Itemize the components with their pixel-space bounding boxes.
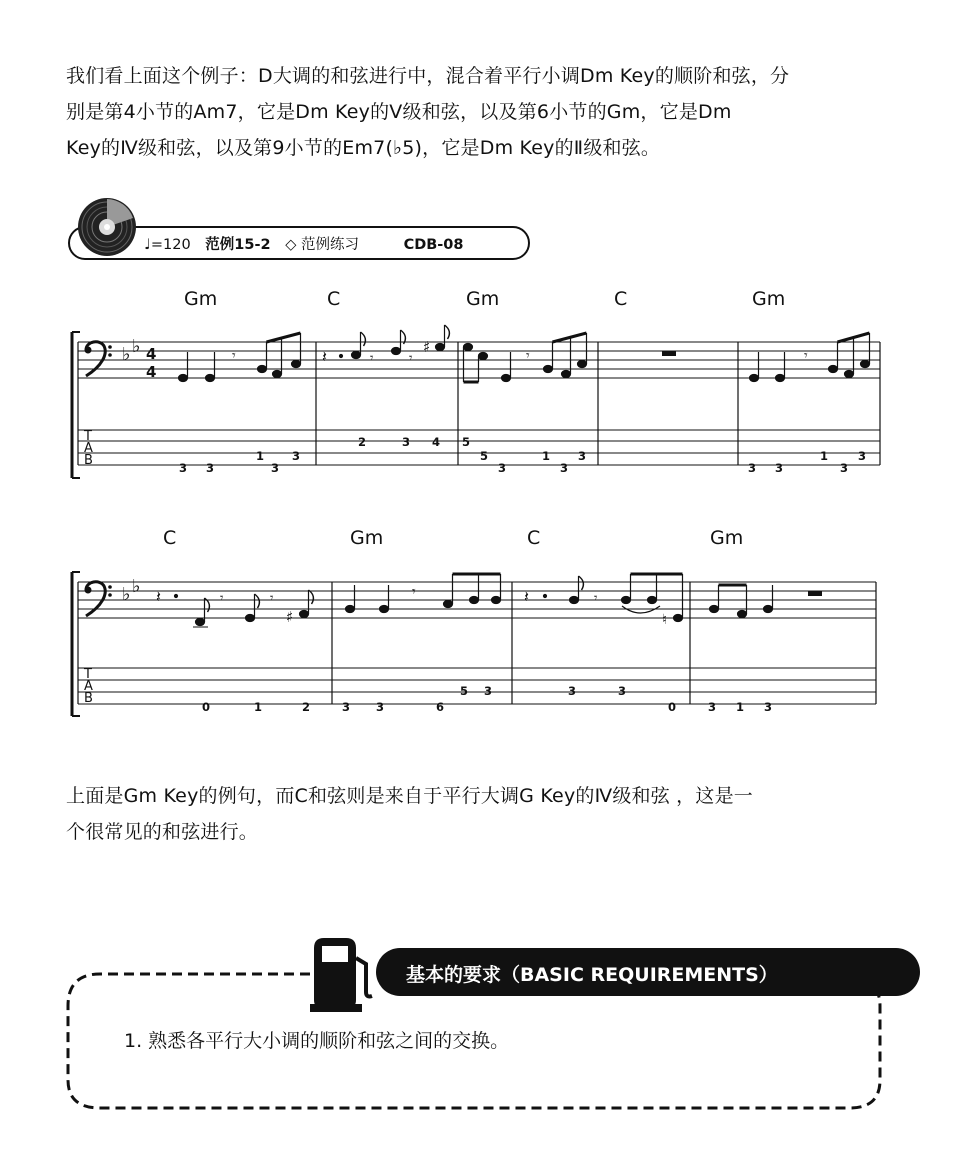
tab-number: 3 (342, 700, 351, 714)
tab-number: 3 (179, 461, 188, 475)
tab-number: 5 (460, 684, 469, 698)
tab-number: 3 (292, 449, 301, 463)
score-system-2 (72, 527, 876, 716)
tab-letter: B (84, 453, 93, 468)
tab-letter: A (84, 441, 93, 456)
chord-symbol: Gm (710, 527, 744, 549)
svg-text:𝄽: 𝄽 (524, 587, 529, 606)
svg-text:♯: ♯ (286, 608, 294, 626)
notes-measure-9 (709, 585, 822, 618)
notes-measure-7 (345, 574, 500, 613)
chord-symbol: Gm (184, 288, 218, 310)
tab-number: 3 (840, 461, 849, 475)
chord-symbol: Gm (752, 288, 786, 310)
tab-number: 1 (256, 449, 265, 463)
intro-line-1: 我们看上面这个例子：D大调的和弦进行中，混合着平行小调Dm Key的顺阶和弦，分 (66, 65, 790, 87)
tab-number: 3 (618, 684, 627, 698)
tab-number: 6 (436, 700, 445, 714)
requirements-header (376, 948, 920, 996)
tab-number: 4 (432, 435, 441, 449)
tab-letter: T (84, 429, 92, 444)
tab-number: 5 (480, 449, 489, 463)
chord-symbol: Gm (350, 527, 384, 549)
svg-text:♯: ♯ (423, 338, 431, 356)
tab-number: 3 (206, 461, 215, 475)
requirements-box (60, 930, 890, 1120)
tab-number: 2 (358, 435, 367, 449)
tab-number: 5 (462, 435, 471, 449)
tab-number: 3 (560, 461, 569, 475)
bass-clef-icon (85, 342, 112, 376)
intro-line-2: 别是第4小节的Am7，它是Dm Key的Ⅴ级和弦，以及第6小节的Gm，它是Dm (66, 101, 732, 123)
tab-number: 1 (736, 700, 745, 714)
tempo-mark: ♩=120 (144, 237, 191, 253)
svg-text:𝄾: 𝄾 (526, 348, 530, 364)
tab-number: 0 (202, 700, 211, 714)
svg-text:𝄾: 𝄾 (232, 348, 236, 364)
chord-symbol: C (527, 527, 541, 549)
tab-letter: T (84, 667, 92, 682)
tab-number: 3 (498, 461, 507, 475)
svg-text:𝄽: 𝄽 (322, 347, 327, 366)
tab-number: 0 (668, 700, 677, 714)
tab-letter: B (84, 691, 93, 706)
chord-symbol: C (327, 288, 341, 310)
svg-text:𝄾: 𝄾 (370, 351, 374, 366)
tab-number: 2 (302, 700, 311, 714)
chord-symbol: Gm (466, 288, 500, 310)
intro-line-3: Key的Ⅳ级和弦，以及第9小节的Em7(♭5)，它是Dm Key的Ⅱ级和弦。 (66, 137, 661, 159)
explanation-line-2: 个很常见的和弦进行。 (66, 821, 259, 843)
explanation-line-1: 上面是Gm Key的例句，而C和弦则是来自于平行大调G Key的Ⅳ级和弦 ，这是一 (66, 785, 753, 807)
tab-number: 1 (254, 700, 263, 714)
tab-number: 3 (775, 461, 784, 475)
gas-pump-icon (306, 930, 378, 1014)
time-signature-top: 4 (146, 345, 157, 363)
tab-number: 1 (542, 449, 551, 463)
time-signature-bottom: 4 (146, 363, 157, 381)
chord-symbol: C (163, 527, 177, 549)
svg-text:𝄽: 𝄽 (156, 587, 161, 606)
example-type: ◇ 范例练习 (285, 237, 359, 253)
svg-text:♮: ♮ (662, 612, 668, 628)
tab-number: 3 (402, 435, 411, 449)
notes-measure-6 (156, 587, 313, 627)
tab-number: 3 (858, 449, 867, 463)
example-number: 范例15-2 (205, 237, 271, 253)
notes-measure-1 (178, 333, 300, 382)
tab-number: 1 (820, 449, 829, 463)
tab-number: 3 (748, 461, 757, 475)
tab-number: 3 (271, 461, 280, 475)
svg-text:𝄾: 𝄾 (220, 591, 224, 606)
svg-text:𝄾: 𝄾 (412, 584, 416, 600)
flat-icon: ♭ (122, 584, 131, 605)
tab-number: 3 (764, 700, 773, 714)
cd-track: CDB-08 (403, 237, 464, 253)
flat-icon: ♭ (132, 576, 141, 597)
notes-measure-5 (749, 333, 869, 382)
tab-number: 3 (484, 684, 493, 698)
svg-text:𝄾: 𝄾 (804, 348, 808, 364)
flat-icon: ♭ (132, 336, 141, 357)
svg-text:𝄾: 𝄾 (594, 591, 598, 606)
tab-letter: A (84, 679, 93, 694)
tab-number: 3 (708, 700, 717, 714)
svg-text:𝄾: 𝄾 (409, 351, 413, 366)
tab-number: 3 (376, 700, 385, 714)
explanation-paragraph (66, 778, 896, 850)
whole-rest (662, 351, 676, 356)
requirement-item: 1. 熟悉各平行大小调的顺阶和弦之间的交换。 (124, 1030, 510, 1052)
notes-measure-3 (463, 333, 586, 382)
tab-number: 3 (578, 449, 587, 463)
bass-clef-icon (85, 582, 112, 616)
requirements-title: 基本的要求（BASIC REQUIREMENTS） (406, 964, 778, 986)
chord-symbol: C (614, 288, 628, 310)
flat-icon: ♭ (122, 344, 131, 365)
tab-number: 3 (568, 684, 577, 698)
score-system-1 (72, 288, 880, 478)
svg-text:𝄾: 𝄾 (270, 591, 274, 606)
